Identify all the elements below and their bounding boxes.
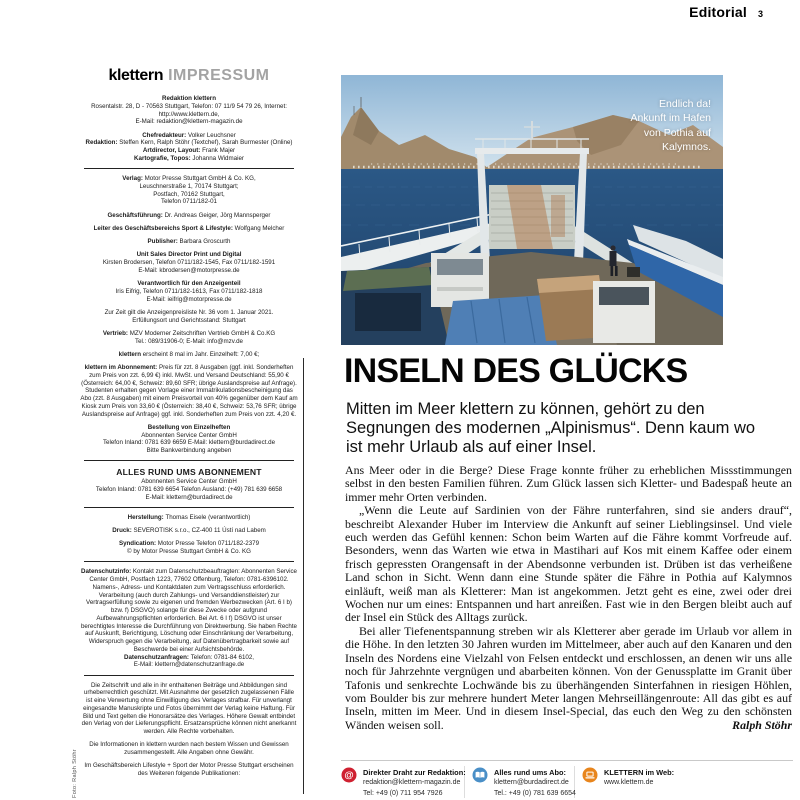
impressum-paragraph: Herstellung: Thomas Eisele (verantwortlich) bbox=[127, 513, 251, 521]
impressum-paragraph: Vertrieb: MZV Moderner Zeitschriften Vertrieb GmbH & Co.KG Tel.: 089/31906-0; E-Mail: info@mzv.de bbox=[102, 329, 276, 345]
impressum-paragraph: Publisher: Barbara Groscurth bbox=[147, 238, 231, 245]
white-cab-grille bbox=[437, 287, 483, 291]
footer-title: Direkter Draht zur Redaktion: bbox=[363, 768, 466, 777]
white-cab-windshield bbox=[437, 259, 483, 275]
footer-title: KLETTERN im Web: bbox=[604, 768, 675, 777]
impressum-paragraph: Unit Sales Director Print und Digital Kirsten Brodersen, Telefon 0711/182-1545, Fax 0711/182-1591 E-Mail: kbrodersen@motorpresse.de bbox=[102, 251, 276, 274]
impressum-paragraph: Druck: SEVEROTISK s.r.o., CZ-400 11 Ústí nad Labem bbox=[112, 527, 266, 534]
page-number: 3 bbox=[757, 9, 763, 19]
footer-line: Tel: +49 (0) 711 954 7926 bbox=[363, 789, 443, 797]
body-paragraph: Ans Meer oder in die Berge? Diese Frage konnte früher zu erheblichen Missstimmungen selbst in den besten Familien führen. Zum Glück lassen sich Kletter- und Badespaß heute an immer mehr Orten verbinden. bbox=[345, 463, 792, 504]
klettern-logo: klettern bbox=[108, 67, 164, 84]
section-title: Editorial bbox=[689, 4, 747, 20]
laptop-icon bbox=[582, 767, 598, 783]
impressum-paragraph: klettern erscheint 8 mal im Jahr. Einzelheft: 7,00 €; bbox=[118, 350, 260, 358]
white-van-windshield bbox=[599, 287, 649, 305]
impressum-paragraph: Verlag: Motor Presse Stuttgart GmbH & Co. KG, Leuschnerstraße 1, 70174 Stuttgart; Postfach, 70162 Stuttgart, Telefon 0711/182-01 bbox=[122, 175, 256, 206]
caption-line: Ankunft im Hafen bbox=[630, 112, 711, 125]
impressum-paragraph: Die Informationen in klettern wurden nach bestem Wissen und Gewissen zusammengestellt. Alle Angaben ohne Gewähr. bbox=[89, 741, 289, 756]
gantry-crossbar bbox=[475, 148, 589, 154]
body-paragraph: „Wenn die Leute auf Sardinien von der Fähre runterfahren, sind sie anders drauf“, beschreibt Alexander Huber im Interview die Ankunft auf seiner Lieblingsinsel. Und viele euch werden das Gefühl kennen: Schon beim Warten auf die Fähre kommt Vorfreude auf. Besonders, wenn das Warten wie etwa in Mastihari auf Kos mit einem Kaffee oder einem frisch gepressten Orangensaft in der Abendsonne verbunden ist. Drüben ist das verheißene Land schon in Sicht. Wenn dann eine Stunde später die Fähre in Pothia auf Kalymnos einläuft, weiß man als Kletterer: Man ist angekommen. Jetzt geht es eine, zwei oder drei Wochen nur um eines: Entspannen und hart anreißen. Fast wie in den Bergen bleibt auch auf der Insel ein Stück des Alltags zurück. bbox=[345, 503, 792, 625]
impressum-divider bbox=[84, 675, 294, 676]
impressum-sections bbox=[80, 95, 298, 778]
ferry-photo bbox=[341, 75, 723, 345]
photo-credit: Foto: Ralph Stöhr bbox=[72, 749, 78, 798]
column-divider bbox=[303, 358, 304, 794]
impressum-paragraph: Redaktion klettern Rosentalstr. 28, D - 70563 Stuttgart, Telefon: 07 11/9 54 79 26, Internet: http://www.klettern.de, E-Mail: redaktion@klettern-magazin.de bbox=[91, 95, 287, 126]
blue-tarp-load bbox=[445, 295, 557, 345]
impressum-column bbox=[80, 66, 298, 783]
footer-title: Alles rund ums Abo: bbox=[494, 768, 566, 777]
impressum-paragraph: Bestellung von Einzelheften Abonnenten Service Center GmbH Telefon Inland: 0781 639 6659 E-Mail: klettern@burdadirect.de Bitte Bankverbindung angeben bbox=[102, 423, 276, 454]
impressum-divider bbox=[84, 561, 294, 562]
footer-line: Tel.: +49 (0) 781 639 6654 bbox=[494, 789, 576, 797]
impressum-paragraph: ALLES RUND UMS ABONNEMENT Abonnenten Service Center GmbH Telefon Inland: 0781 639 6654 Telefon Ausland: (+49) 781 639 6658 E-Mail: klettern@burdadirect.de bbox=[95, 467, 283, 501]
editorial-body bbox=[345, 464, 792, 732]
impressum-divider bbox=[84, 507, 294, 508]
body-paragraph: Bei aller Tiefenentspannung streben wir als Kletterer aber gerade im Urlaub vor allem in die Höhe. In den letzten 30 Jahren wurden im Mittelmeer, aber auch auf den Kanaren und den Inseln des Nordens eine Vielzahl von Felsen entdeckt und erschlossen, an denen wir uns alle noch für Jahrzehnte vergnügen und abarbeiten können. Von der Genussplatte im Granit über Tafonis und senkrechte Lochwände bis zu überhängenden Sinterfahnen in riesigen Höhlen, vom Boulder bis zur mehrere hundert Meter langen Mehrseillängenroute: All das gibt es auf Inseln, mitten im Meer. Und in diesem Insel-Special, das euch den Weg zu den schönsten Wänden weisen soll. bbox=[345, 623, 792, 732]
ramp-rust-2 bbox=[551, 195, 565, 237]
deck-bin bbox=[627, 267, 640, 277]
photo-caption bbox=[630, 97, 711, 155]
impressum-paragraph: Geschäftsführung: Dr. Andreas Geiger, Jörg Mannsperger bbox=[107, 211, 271, 219]
footer-line: redaktion@klettern-magazin.de bbox=[363, 779, 461, 787]
at-icon bbox=[341, 767, 357, 783]
footer-line: klettern@burdadirect.de bbox=[494, 779, 569, 787]
impressum-label: IMPRESSUM bbox=[168, 67, 270, 84]
impressum-paragraph: Zur Zeit gilt die Anzeigenpreisliste Nr. 36 vom 1. Januar 2021. Erfüllungsort und Gerichtsstand: Stuttgart bbox=[104, 308, 274, 324]
impressum-paragraph: Die Zeitschrift und alle in ihr enthaltenen Beiträge und Abbildungen sind urheberrechtlich geschützt. Mit Ausnahme der gesetzlich zugelassenen Fälle ist eine Verwertung ohne Einwilligung des Verlages strafbar. Für unverlangt eingesandte Manuskripte und Fotos übernimmt der Verlag keine Haftung. Für Bild und Text gelten die Honorarsätze des Verlages. Höhere Gewalt entbindet den Verlag von der Lieferungspflicht. Ersatzansprüche können nicht anerkannt werden. Alle Rechte vorbehalten. bbox=[81, 681, 297, 735]
page-header bbox=[560, 4, 763, 22]
footer-contact-web bbox=[582, 767, 674, 789]
impressum-paragraph: Leiter des Geschäftsbereichs Sport & Lifestyle: Wolfgang Melcher bbox=[93, 224, 285, 232]
subhead: Mitten im Meer klettern zu können, gehört zu den Segnungen des modernen „Alpinismus“. Denn kaum wo ist mehr Urlaub als auf einer Insel. bbox=[346, 400, 756, 457]
footer-line: www.klettern.de bbox=[604, 779, 654, 787]
caption-line: Endlich da! bbox=[659, 98, 711, 110]
impressum-divider bbox=[84, 460, 294, 461]
impressum-paragraph: Chefredakteur: Volker Leuchsner Redaktion: Steffen Kern, Ralph Stöhr (Textchef), Sarah Burmester (Online) Artdirector, Layout: Frank Majer Kartografie, Topos: Johanna Widmaier bbox=[85, 131, 293, 162]
impressum-paragraph: Verantwortlich für den Anzeigenteil Iris Eifrig, Telefon 0711/182-1613, Fax 0711/182-1818 E-Mail: ieifrig@motorpresse.de bbox=[115, 280, 263, 303]
headline: INSELN DES GLÜCKS bbox=[344, 352, 688, 390]
impressum-divider bbox=[84, 168, 294, 169]
impressum-title bbox=[80, 66, 298, 86]
author-byline: Ralph Stöhr bbox=[732, 717, 792, 732]
caption-line: von Pothia auf bbox=[643, 126, 711, 139]
footer-contact-abo bbox=[472, 767, 576, 799]
book-icon bbox=[472, 767, 488, 783]
impressum-paragraph: klettern im Abonnement: Preis für zzt. 8 Ausgaben (ggf. inkl. Sonderheften zum Preis von zzt. 6,99 €) inkl. MwSt. und Versand Deutschland: 55,90 € (Österreich: 64,00 €, Schweiz: 89,60 SFR; übrige Auslandspreise auf Anfrage). Studenten erhalten gegen Vorlage einer Immatrikulationsbescheinigung das Abo (zzt. 8 Ausgaben) mit einem Preisvorteil von 40% gegenüber dem Kauf am Kiosk zum Preis von 33,60 € (Österreich: 38,40 €, Schweiz: 53,76 SFR; übrige Auslandspreise auf Anfrage) ggf. inkl. Sonderheften zum Preis von zzt. 4,20 €. bbox=[80, 364, 298, 418]
impressum-paragraph: Syndication: Motor Presse Telefon 0711/182-2379 © by Motor Presse Stuttgart GmbH & Co. KG bbox=[118, 540, 260, 555]
truck-left-hold bbox=[355, 293, 421, 331]
footer-contact-redaktion bbox=[341, 767, 466, 799]
impressum-paragraph: Datenschutzinfo: Kontakt zum Datenschutzbeauftragten: Abonnenten Service Center GmbH, Postfach 1223, 77602 Offenburg, Telefon: 0781-6396102. Namens-, Adress- und Kontaktdaten zum Vertragsschluss erforderlich. Verarbeitung (auch durch Zahlungs- und Versanddienstleister) zur Vertragserfüllung sowie zu eigenen und fremden Werbezwecken (Art. 6 I b) bzw. f) DSGVO) solange für diese Zwecke oder aufgrund Aufbewahrungspflichten erforderlich. Bei Art. 6 I f) DSGVO ist unser berechtigtes Interesse die Durchführung von Direktwerbung. Sie haben Rechte auf Auskunft, Berichtigung, Löschung oder Einschränkung der Verarbeitung, Widerspruch gegen die Verarbeitung, auf Datenübertragbarkeit sowie auf Beschwerde bei einer Aufsichtsbehörde. Datenschutzanfragen: Telefon: 0781-84 6102, E-Mail: klettern@datenschutzanfrage.de bbox=[80, 568, 297, 669]
footer-divider bbox=[341, 760, 793, 761]
impressum-paragraph: Im Geschäftsbereich Lifestyle + Sport der Motor Presse Stuttgart erscheinen des Weiteren folgende Publikationen: bbox=[84, 762, 294, 777]
caption-line: Kalymnos. bbox=[661, 141, 711, 154]
svg-text:@: @ bbox=[344, 770, 354, 782]
